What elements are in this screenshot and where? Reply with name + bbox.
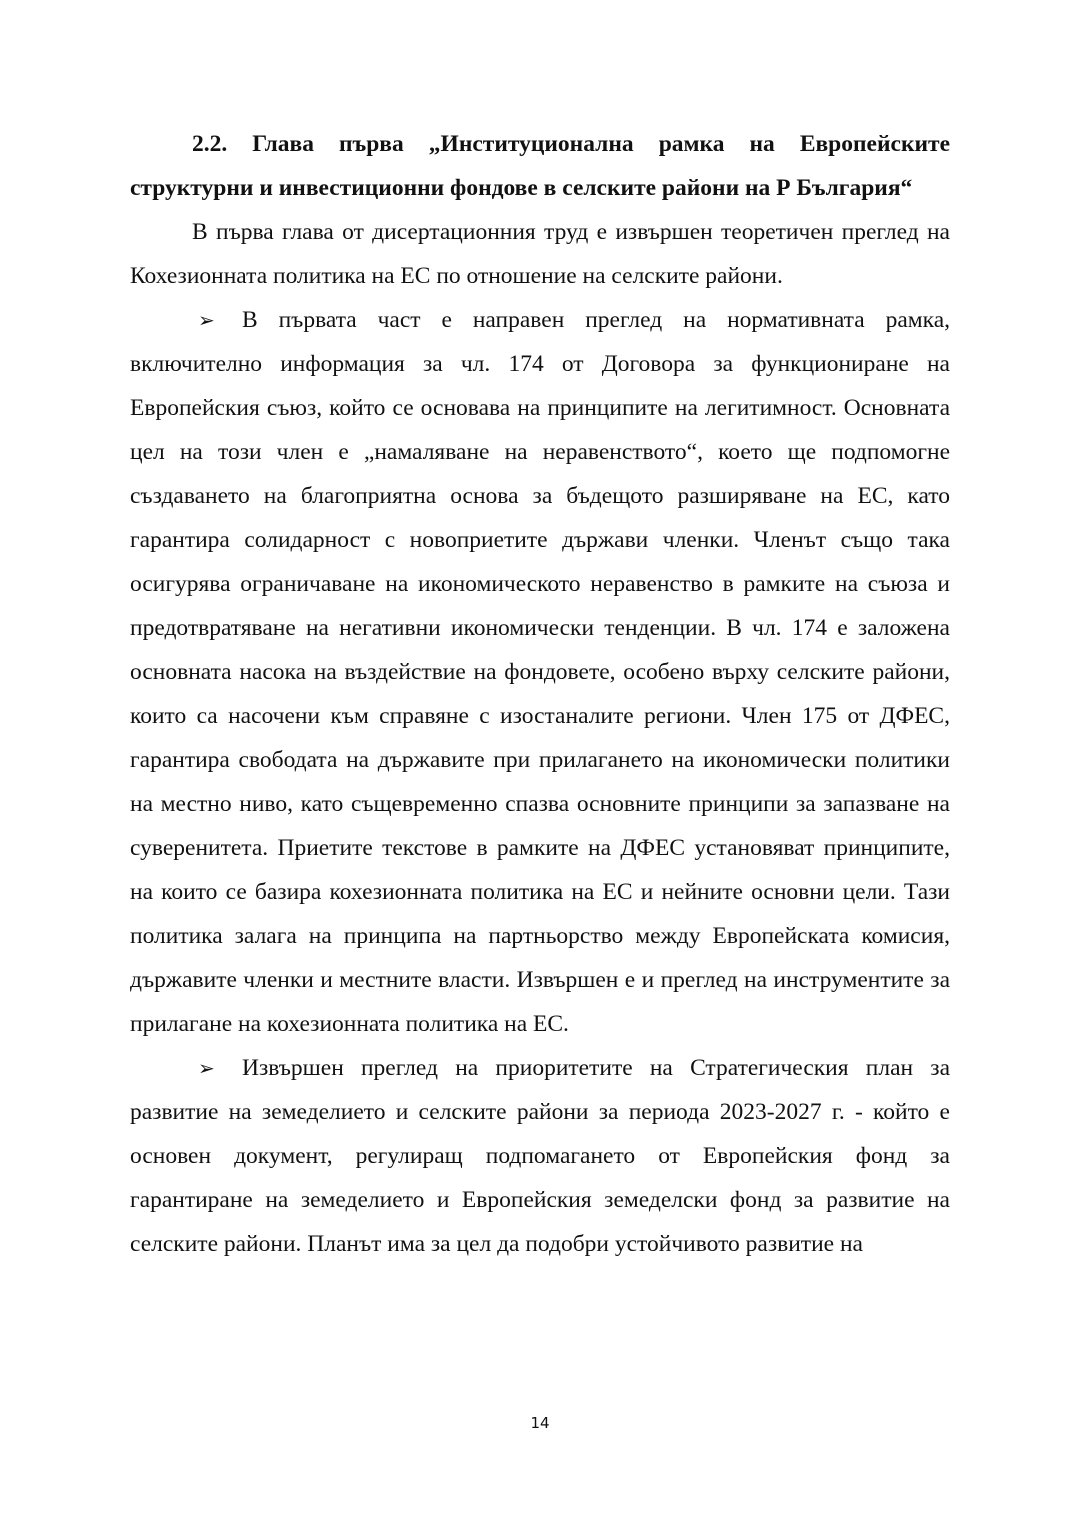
- bullet-text-1: В първата част е направен преглед на нормативната рамка, включително информация за чл. 174 от Договора за функциониране на Европейския съюз, който се основава на принципите на легитимност. Основната цел на този член е „намаляване на неравенството“, което ще подпомогне създаването на благоприятна основа за бъдещото разширяване на ЕС, като гарантира солидарност с новоприетите държави членки. Членът също така осигурява ограничаване на икономическото неравенство в рамките на съюза и предотвратяване на негативни икономически тенденции. В чл. 174 е заложена основната насока на въздействие на фондовете, особено върху селските райони, които са насочени към справяне с изостаналите региони. Член 175 от ДФЕС, гарантира свободата на държавите при прилагането на икономически политики на местно ниво, като същевременно спазва основните принципи за запазване на суверенитета. Приетите текстове в рамките на ДФЕС установяват принципите, на които се базира кохезионната политика на ЕС и нейните основни цели. Тази политика залага на принципа на партньорство между Европейската комисия, държавите членки и местните власти. Извършен е и преглед на инструментите за прилагане на кохезионната политика на ЕС.: [130, 307, 950, 1037]
- bullet-paragraph-2: [130, 1046, 950, 1266]
- arrow-bullet-icon: ➢: [198, 1056, 215, 1080]
- document-page: [130, 122, 950, 1266]
- bullet-text-2: Извършен преглед на приоритетите на Стратегическия план за развитие на земеделието и селските райони за периода 2023-2027 г. - който е основен документ, регулиращ подпомагането от Европейския фонд за гарантиране на земеделието и Европейския земеделски фонд за развитие на селските райони. Планът има за цел да подобри устойчивото развитие на: [130, 1055, 950, 1257]
- page-number: 14: [530, 1414, 550, 1432]
- bullet-paragraph-1: [130, 298, 950, 1046]
- section-heading: 2.2. Глава първа „Институционална рамка на Европейските структурни и инвестиционни фондове в селските райони на Р България“: [130, 131, 950, 201]
- arrow-bullet-icon: ➢: [198, 308, 215, 332]
- intro-paragraph: В първа глава от дисертационния труд е извършен теоретичен преглед на Кохезионната политика на ЕС по отношение на селските райони.: [130, 219, 950, 289]
